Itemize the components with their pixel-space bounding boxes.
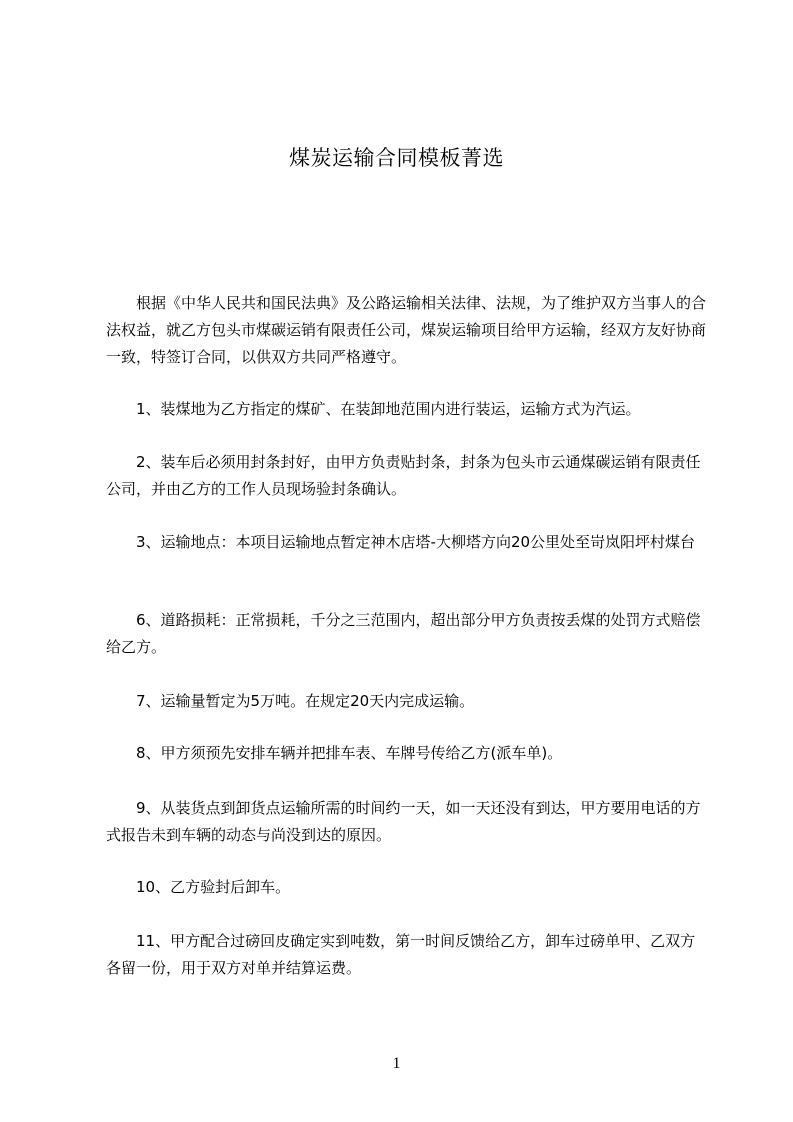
paragraph-clause-11: 11、甲方配合过磅回皮确定实到吨数，第一时间反馈给乙方，卸车过磅单甲、乙双方各留一份，用于双方对单并结算运费。 — [106, 932, 696, 977]
paragraph-clause-8: 8、甲方须预先安排车辆并把排车表、车牌号传给乙方(派车单)。 — [136, 744, 563, 762]
paragraph-clause-7: 7、运输量暂定为5万吨。在规定20天内完成运输。 — [136, 692, 475, 710]
page-number: 1 — [392, 1055, 401, 1072]
paragraph-clause-1: 1、装煤地为乙方指定的煤矿、在装卸地范围内进行装运，运输方式为汽运。 — [136, 400, 641, 418]
paragraph-clause-3: 3、运输地点：本项目运输地点暂定神木店塔-大柳塔方向20公里处至岢岚阳坪村煤台 — [136, 533, 696, 551]
paragraph-clause-9: 9、从装货点到卸货点运输所需的时间约一天，如一天还没有到达，甲方要用电话的方式报告未到车辆的动态与尚没到达的原因。 — [106, 799, 701, 844]
paragraph-preamble: 根据《中华人民共和国民法典》及公路运输相关法律、法规，为了维护双方当事人的合法权益，就乙方包头市煤碳运销有限责任公司，煤炭运输项目给甲方运输，经双方友好协商一致，特签订合同，以供双方共同严格遵守。 — [106, 294, 707, 366]
paragraph-clause-6: 6、道路损耗：正常损耗，千分之三范围内，超出部分甲方负责按丢煤的处罚方式赔偿给乙方。 — [106, 611, 701, 656]
paragraph-clause-2: 2、装车后必须用封条封好，由甲方负责贴封条，封条为包头市云通煤碳运销有限责任公司，并由乙方的工作人员现场验封条确认。 — [106, 453, 701, 498]
paragraph-clause-10: 10、乙方验封后卸车。 — [136, 878, 291, 896]
document-title: 煤炭运输合同模板菁选 — [289, 146, 504, 170]
